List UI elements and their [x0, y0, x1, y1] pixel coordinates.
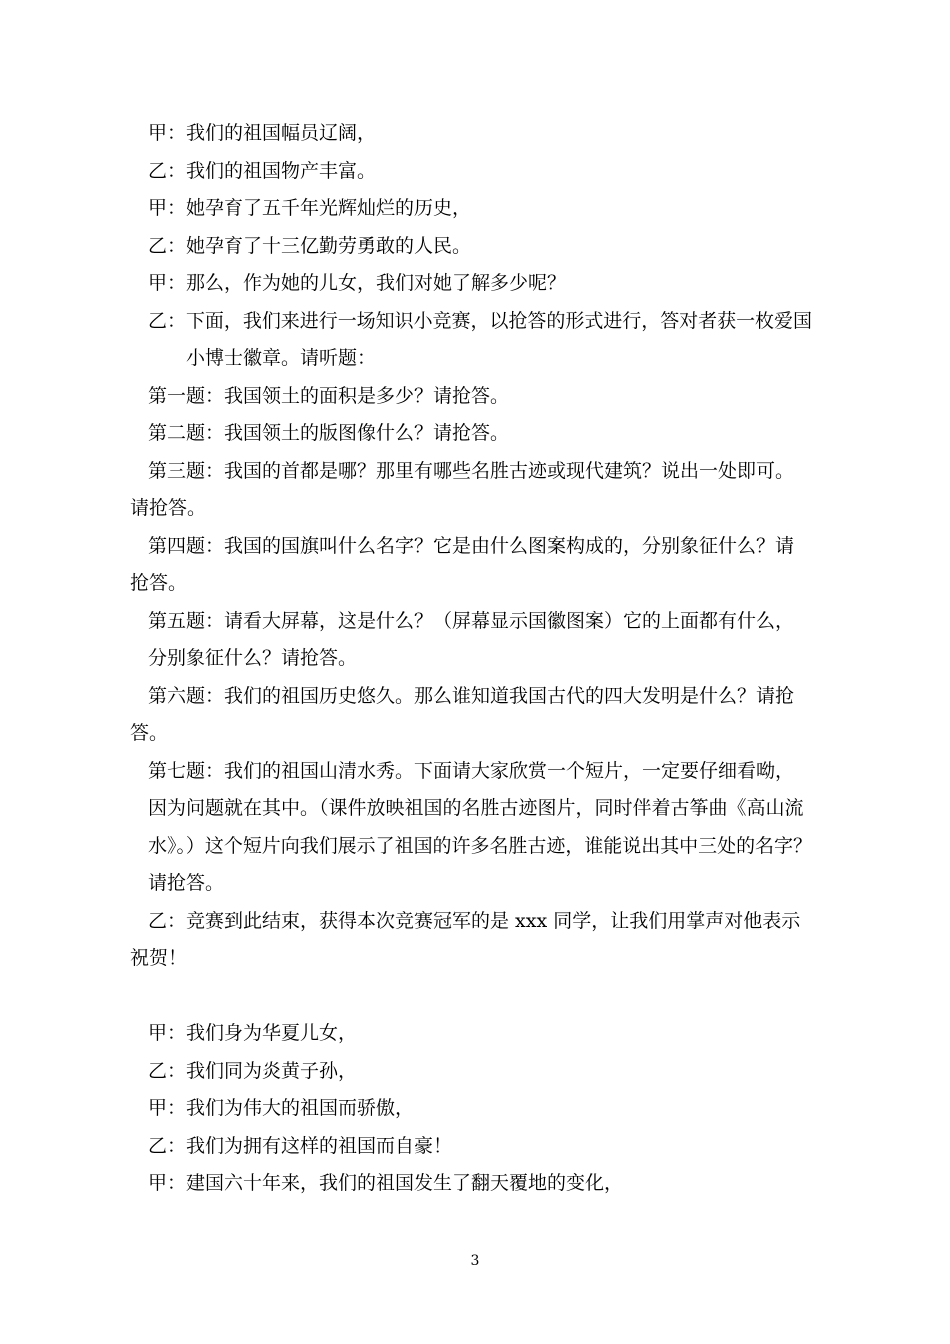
question-line: 第三题：我国的首都是哪？那里有哪些名胜古迹或现代建筑？说出一处即可。 — [148, 460, 795, 482]
question-line: 因为问题就在其中。（课件放映祖国的名胜古迹图片，同时伴着古筝曲《高山流 — [148, 797, 804, 819]
question-line: 第二题：我国领土的版图像什么？请抢答。 — [148, 422, 510, 444]
question-line: 第五题：请看大屏幕，这是什么？（屏幕显示国徽图案）它的上面都有什么， — [148, 610, 795, 632]
dialogue-line: 甲：我们身为华夏儿女， — [148, 1022, 358, 1044]
question-line: 第一题：我国领土的面积是多少？请抢答。 — [148, 385, 510, 407]
dialogue-line: 祝贺！ — [130, 947, 188, 969]
dialogue-line: 乙：我们同为炎黄子孙， — [148, 1060, 358, 1082]
dialogue-line: 乙：我们的祖国物产丰富。 — [148, 160, 377, 182]
dialogue-line: 甲：她孕育了五千年光辉灿烂的历史， — [148, 197, 472, 219]
dialogue-line: 甲：我们的祖国幅员辽阔， — [148, 122, 377, 144]
question-line: 水》。）这个短片向我们展示了祖国的许多名胜古迹，谁能说出其中三处的名字？ — [148, 835, 812, 857]
dialogue-line: 乙：竞赛到此结束，获得本次竞赛冠军的是 xxx 同学，让我们用掌声对他表示 — [148, 910, 801, 932]
question-line: 分别象征什么？请抢答。 — [148, 647, 358, 669]
question-line: 请抢答。 — [130, 497, 207, 519]
dialogue-line: 小博士徽章。请听题： — [186, 347, 377, 369]
dialogue-line: 甲：我们为伟大的祖国而骄傲， — [148, 1097, 415, 1119]
question-line: 请抢答。 — [148, 872, 225, 894]
question-line: 第七题：我们的祖国山清水秀。下面请大家欣赏一个短片，一定要仔细看呦， — [148, 760, 795, 782]
dialogue-line: 乙：下面，我们来进行一场知识小竞赛，以抢答的形式进行，答对者获一枚爱国 — [148, 310, 812, 332]
dialogue-line: 乙：我们为拥有这样的祖国而自豪！ — [148, 1135, 453, 1157]
question-line: 第四题：我国的国旗叫什么名字？它是由什么图案构成的，分别象征什么？请 — [148, 535, 795, 557]
question-line: 抢答。 — [130, 572, 188, 594]
question-line: 第六题：我们的祖国历史悠久。那么谁知道我国古代的四大发明是什么？请抢 — [148, 685, 795, 707]
question-line: 答。 — [130, 722, 169, 744]
dialogue-line: 乙：她孕育了十三亿勤劳勇敢的人民。 — [148, 235, 472, 257]
dialogue-line: 甲：建国六十年来，我们的祖国发生了翻天覆地的变化， — [148, 1172, 624, 1194]
dialogue-line: 甲：那么，作为她的儿女，我们对她了解多少呢？ — [148, 272, 567, 294]
page-number: 3 — [470, 1253, 480, 1269]
